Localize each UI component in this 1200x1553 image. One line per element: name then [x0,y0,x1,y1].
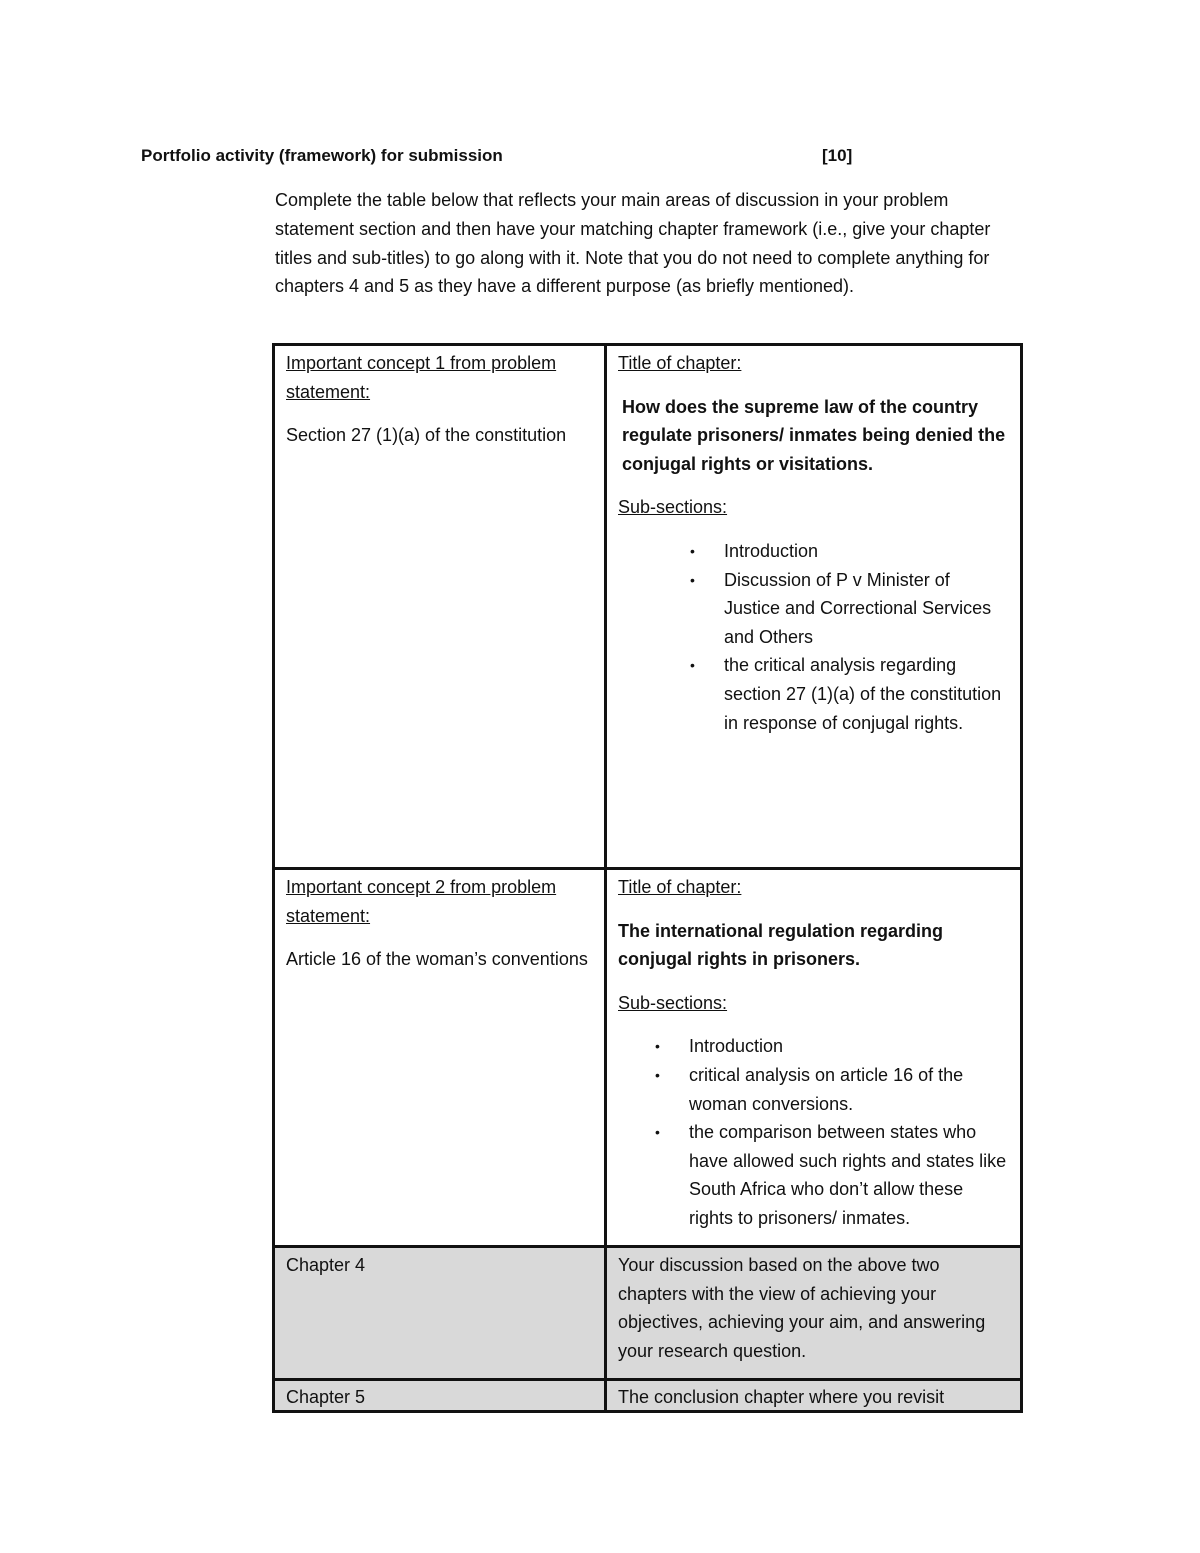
intro-paragraph: Complete the table below that reflects your main areas of discussion in your problem statement section and then have your matching chapter framework (i.e., give your chapter titles and sub-titles) to go along with it. Note that you do not need to complete anything for chapters 4 and 5 as they have a different purpose (as briefly mentioned). [275,190,991,297]
chapter5-text: The conclusion chapter where you revisit [606,1380,1022,1412]
table-row [274,1247,1022,1380]
list-item: • Introduction [689,1032,1010,1061]
chapter4-text: Your discussion based on the above two chapters with the view of achieving your objectives, achieving your aim, and answering your research question. [606,1247,1022,1380]
table-row [274,345,1022,869]
bullet-icon: • [655,1066,660,1083]
bullet-icon: • [690,542,695,559]
chapter-cell [606,345,1022,869]
chapter-label: Title of chapter: [618,353,742,373]
table-row [274,1380,1022,1412]
chapter-title: How does the supreme law of the country regulate prisoners/ inmates being denied the conjugal rights or visitations. [622,396,1006,474]
table-row [274,869,1022,1247]
portfolio-heading [141,144,881,168]
list-item: • Discussion of P v Minister of Justice and Correctional Services and Others [724,566,1010,652]
heading-title: Portfolio activity (framework) for submission [141,146,503,165]
subsections-label: Sub-sections: [618,992,728,1013]
concept-cell [274,345,606,869]
chapter-cell [606,869,1022,1247]
bullet-icon: • [655,1124,660,1141]
list-item: • critical analysis on article 16 of the woman conversions. [689,1061,1010,1118]
chapter-framework-table [272,343,1023,1413]
concept-label: Important concept 2 from problem statement: [286,877,557,926]
bullet-icon: • [690,571,695,588]
concept-label: Important concept 1 from problem statement: [286,353,557,402]
subsection-list [618,1032,1010,1232]
concept-text: Article 16 of the woman’s conventions [286,949,588,970]
heading-marks: [10] [822,146,853,165]
concept-text: Section 27 (1)(a) of the constitution [286,425,567,446]
subsections-label: Sub-sections: [618,497,728,518]
list-item: • the comparison between states who have allowed such rights and states like South Africa who don’t allow these rights to prisoners/ inmates. [689,1118,1010,1232]
list-item: • Introduction [724,537,1010,566]
chapter-label: Title of chapter: [618,877,742,897]
bullet-icon: • [655,1038,660,1055]
list-item: • the critical analysis regarding section 27 (1)(a) of the constitution in response of conjugal rights. [724,651,1010,737]
bullet-icon: • [690,657,695,674]
concept-cell [274,869,606,1247]
chapter5-label: Chapter 5 [274,1380,606,1412]
chapter-title: The international regulation regarding conjugal rights in prisoners. [618,920,944,970]
chapter4-label: Chapter 4 [274,1247,606,1380]
subsection-list [618,537,1010,737]
